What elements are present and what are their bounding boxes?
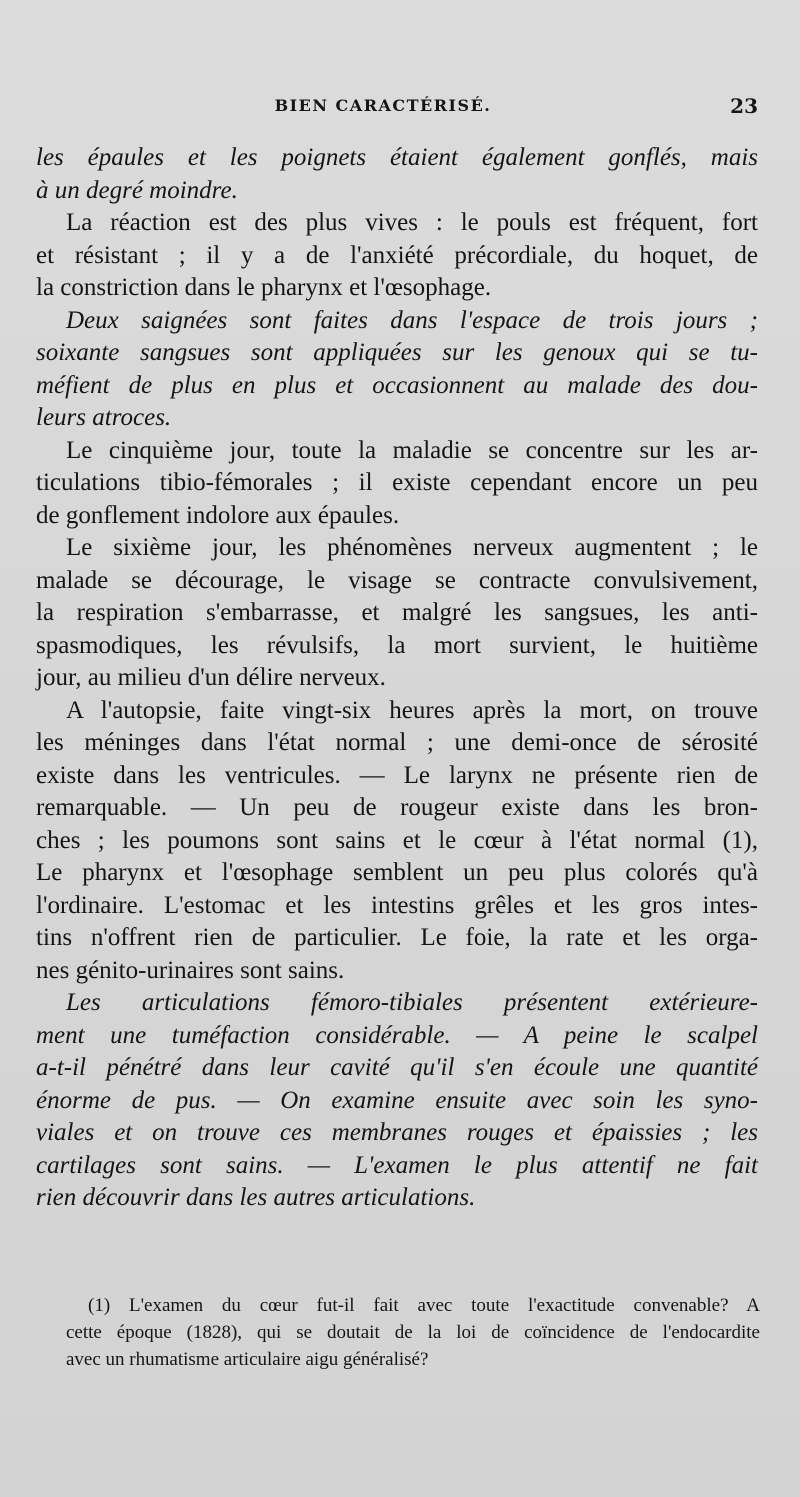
text-line: ment une tuméfaction considérable. — A peine le scalpel bbox=[36, 1021, 758, 1049]
text-line: la respiration s'embarrasse, et malgré les sangsues, les anti- bbox=[36, 599, 758, 626]
text-line: leurs atroces. bbox=[36, 404, 172, 431]
running-title: BIEN CARACTÉRISÉ. bbox=[274, 96, 492, 115]
footnote-line: cette époque (1828), qui se doutait de la loi de coïncidence de l'endocardite bbox=[66, 1322, 760, 1343]
text-line: de gonflement indolore aux épaules. bbox=[36, 501, 400, 529]
text-line: l'ordinaire. L'estomac et les intestins grêles et les gros intes- bbox=[36, 891, 758, 919]
footnote-line: avec un rhumatisme articulaire aigu généralisé? bbox=[66, 1349, 429, 1370]
footnote bbox=[66, 1292, 760, 1373]
text-line: La réaction est des plus vives : le pouls est fréquent, fort bbox=[66, 209, 758, 236]
text-line: Les articulations fémoro-tibiales présentent extérieure- bbox=[66, 989, 758, 1016]
text-line: jour, au milieu d'un délire nerveux. bbox=[36, 664, 386, 691]
text-line: existe dans les ventricules. — Le larynx ne présente rien de bbox=[36, 761, 758, 789]
page-header bbox=[0, 96, 800, 126]
text-line: et résistant ; il y a de l'anxiété précordiale, du hoquet, de bbox=[36, 241, 758, 269]
text-line: cartilages sont sains. — L'examen le plus attentif ne fait bbox=[36, 1151, 758, 1179]
text-line: les épaules et les poignets étaient également gonflés, mais bbox=[36, 144, 758, 171]
text-line: méfient de plus en plus et occasionnent au malade des dou- bbox=[36, 371, 758, 399]
text-line: les méninges dans l'état normal ; une demi-once de sérosité bbox=[36, 729, 758, 756]
text-line: A l'autopsie, faite vingt-six heures après la mort, on trouve bbox=[66, 696, 758, 724]
text-line: malade se décourage, le visage se contracte convulsivement, bbox=[36, 566, 758, 594]
text-line: la constriction dans le pharynx et l'œsophage. bbox=[36, 274, 492, 301]
text-line: tins n'offrent rien de particulier. Le foie, la rate et les orga- bbox=[36, 924, 758, 951]
text-line: Le sixième jour, les phénomènes nerveux augmentent ; le bbox=[66, 534, 758, 561]
text-line: remarquable. — Un peu de rougeur existe dans les bron- bbox=[36, 794, 758, 821]
text-line: énorme de pus. — On examine ensuite avec soin les syno- bbox=[36, 1086, 758, 1114]
text-line: ches ; les poumons sont sains et le cœur à l'état normal (1), bbox=[36, 826, 758, 854]
text-line: Deux saignées sont faites dans l'espace de trois jours ; bbox=[66, 306, 758, 334]
text-line: Le pharynx et l'œsophage semblent un peu plus colorés qu'à bbox=[36, 859, 758, 886]
text-line: ticulations tibio-fémorales ; il existe cependant encore un peu bbox=[36, 469, 758, 496]
text-line: spasmodiques, les révulsifs, la mort survient, le huitième bbox=[36, 631, 758, 659]
footnote-line: (1) L'examen du cœur fut-il fait avec toute l'exactitude convenable? A bbox=[88, 1295, 760, 1316]
text-line: soixante sangsues sont appliquées sur les genoux qui se tu- bbox=[36, 339, 758, 366]
text-line: rien découvrir dans les autres articulations. bbox=[36, 1184, 476, 1211]
text-line: à un degré moindre. bbox=[36, 176, 238, 204]
text-line: nes génito-urinaires sont sains. bbox=[36, 956, 345, 984]
text-line: viales et on trouve ces membranes rouges et épaissies ; les bbox=[36, 1119, 758, 1146]
text-line: a-t-il pénétré dans leur cavité qu'il s'en écoule une quantité bbox=[36, 1054, 758, 1081]
page-number: 23 bbox=[730, 94, 758, 118]
text-line: Le cinquième jour, toute la maladie se concentre sur les ar- bbox=[66, 436, 758, 464]
body-text bbox=[36, 142, 758, 1215]
